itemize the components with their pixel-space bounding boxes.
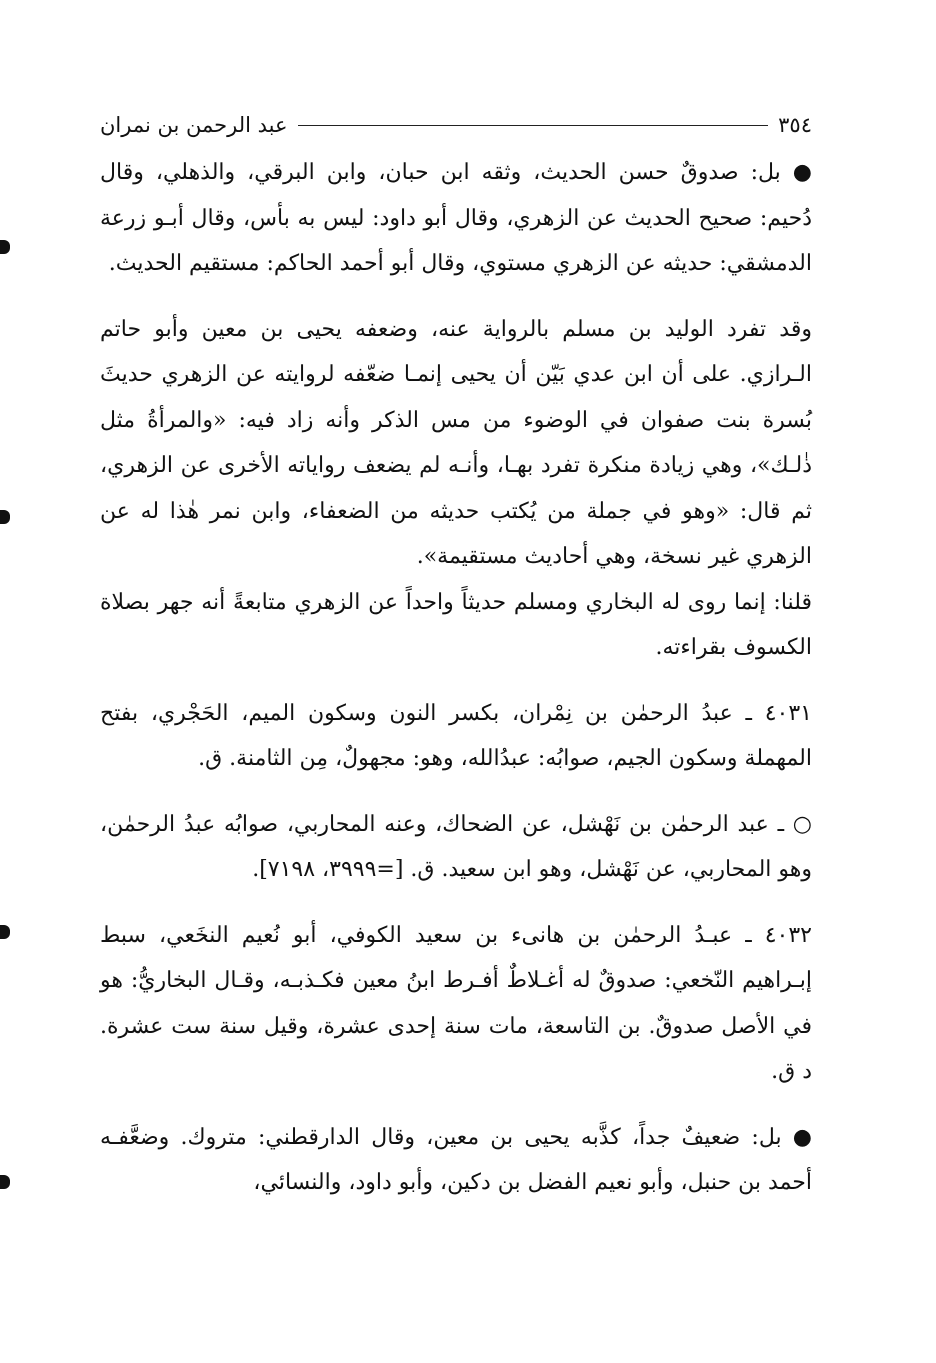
page-number: ٣٥٤ [778,113,812,137]
running-header-title: عبد الرحمن بن نمران [100,113,288,137]
paragraph-note: قلنا: إنما روى له البخاري ومسلم حديثاً واحداً عن الزهري متابعةً أنه جهر بصلاة الكسوف بقراءته. [100,589,812,660]
paragraph-commentary: وقد تفرد الوليد بن مسلم بالرواية عنه، وضعفه يحيى بن معين وأبو حاتم الـرازي. على أن ابن عدي بَيّن أن يحيى إنمـا ضعّفه لروايته عن الزهري حديثَ بُسرة بنت صفوان في الوضوء من مس الذكر وأنه زاد فيه: «والمرأةُ مثل ذٰلـك»، وهي زيادة منكرة تفرد بهـا، وأنـه لم يضعف رواياته الأخرى عن الزهري، ثم قال: «وهو في جملة من يُكتب حديثه من الضعفاء، وابن نمر هٰذا له عن الزهري غير نسخة، وهي أحاديث مستقيمة». [100,316,812,569]
paragraph-gap [100,782,812,802]
margin-mark [0,240,10,254]
margin-mark [0,925,10,939]
paragraph-assessment-1: ● بل: صدوقٌ حسن الحديث، وثقه ابن حبان، وابن البرقي، والذهلي، وقال دُحيم: صحيح الحديث عن الزهري، وقال أبو داود: ليس به بأس، وقال أبـو زرعة الدمشقي: حديثه عن الزهري مستوي، وقال أبو أحمد الحاكم: مستقيم الحديث. [100,160,812,276]
entry-4031: ٤٠٣١ ـ عبدُ الرحمٰن بن نِمْران، بكسر النون وسكون الميم، الحَجْري، بفتح المهملة وسكون الجيم، صوابُه: عبدُالله، وهو: مجهولٌ، مِن الثامنة. ق. [100,700,812,771]
paragraph-gap [100,671,812,691]
margin-mark [0,1175,10,1189]
header-rule [298,125,769,126]
paragraph-gap [100,893,812,913]
paragraph-gap [100,1095,812,1115]
entry-4032: ٤٠٣٢ ـ عبـدُ الرحمٰن بن هانىء بن سعيد الكوفي، أبو نُعيم النخَعي، سبط إبـراهيم النّخعي: صدوقٌ له أغـلاطٌ أفـرط ابنُ معين فكـذبـه، وقـال البخاريُّ: هو في الأصل صدوقٌ. بن التاسعة، مات سنة إحدى عشرة، وقيل سنة ست عشرة. د ق. [100,922,812,1084]
paragraph-assessment-2: ● بل: ضعيفٌ جداً، كذَّبه يحيى بن معين، وقال الدارقطني: متروك. وضعَّفـه أحمد بن حنبل، وأبو نعيم الفضل بن دكين، وأبو داود، والنسائي، [100,1124,812,1195]
entry-cross-reference: ○ ـ عبد الرحمٰن بن نَهْشل، عن الضحاك، وعنه المحاربي، صوابُه عبدُ الرحمٰن، وهو المحاربي، عن نَهْشل، وهو ابن سعيد. ق. [=٣٩٩٩، ٧١٩٨]. [100,811,812,882]
margin-mark [0,510,10,524]
paragraph-gap [100,287,812,307]
running-header [100,108,812,142]
page-body [100,150,812,1206]
